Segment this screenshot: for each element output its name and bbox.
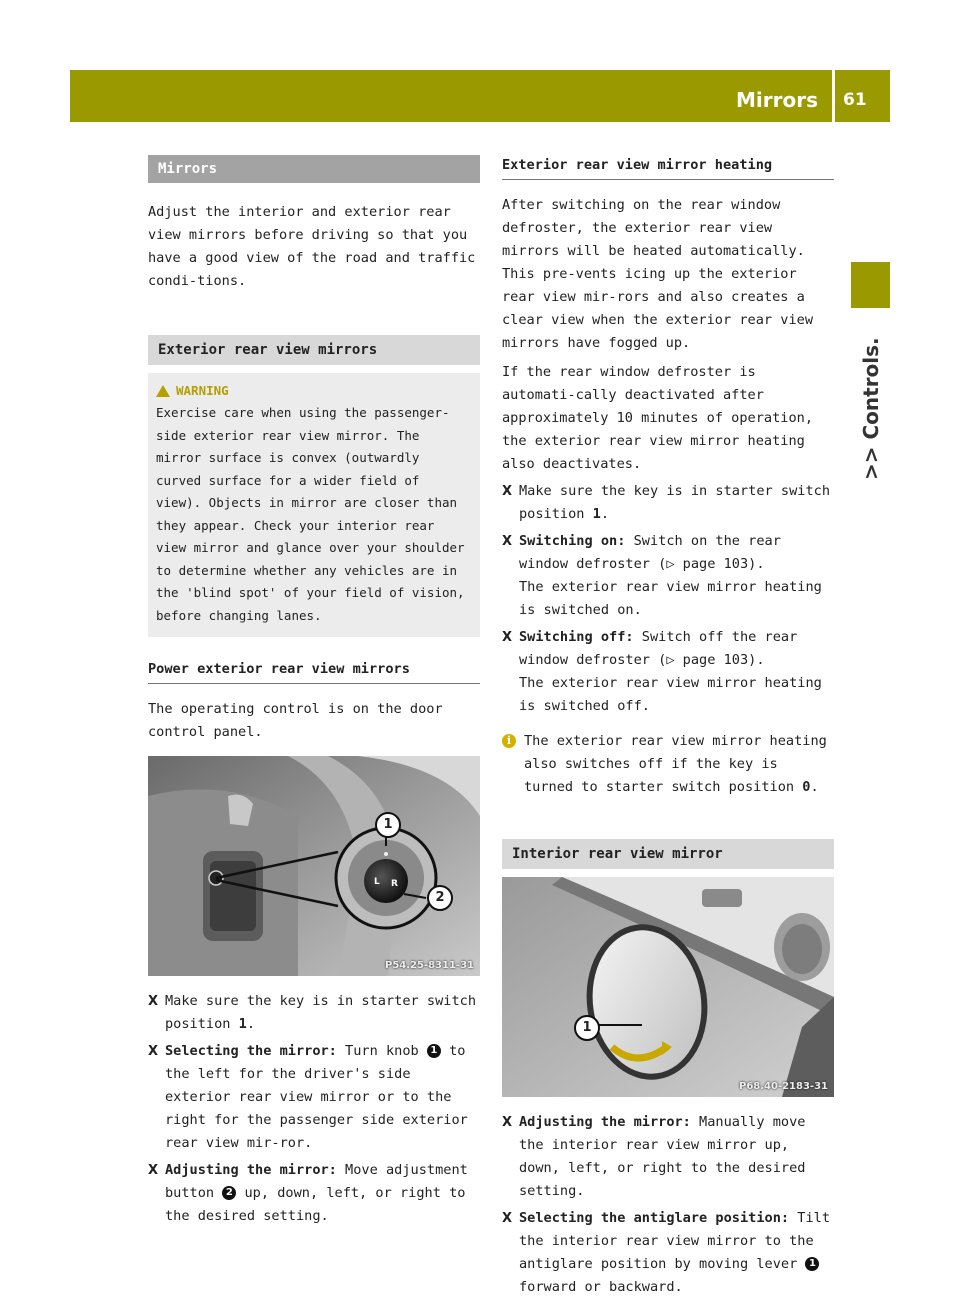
step-text: up, down, left, or right to the desired setting. [165, 1185, 466, 1224]
list-item [148, 1040, 480, 1155]
door-control-illustration [148, 756, 480, 976]
info-icon: i [502, 734, 516, 748]
door-control-photo [148, 756, 480, 976]
intro-paragraph: Adjust the interior and exterior rear view mirrors before driving so that you have a good view of the road and traffic condi-tions. [148, 204, 476, 289]
list-item [502, 626, 834, 718]
right-steps [502, 480, 834, 718]
info-end: . [810, 779, 819, 795]
step-marker: X [502, 484, 513, 499]
page-header-bar [70, 70, 890, 122]
chapter-tab [851, 262, 890, 308]
step-result: The exterior rear view mirror heating is switched on. [519, 579, 822, 618]
section-banner-mirrors: Mirrors [148, 155, 480, 183]
interior-mirror-photo [502, 877, 834, 1097]
step-text: Make sure the key is in starter switch position [165, 993, 476, 1032]
step-text: Switch on the rear window defroster (▷ page 103). [519, 533, 781, 572]
callout-2: 2 [427, 885, 453, 911]
callout-ref-1: 1 [427, 1044, 441, 1058]
step-text: Manually move the interior rear view mirror up, down, left, or right to the desired setting. [519, 1114, 806, 1199]
step-heading: Switching off: [519, 629, 634, 645]
knob-left-letter: L [374, 877, 380, 887]
step-text: Switch off the rear window defroster (▷ page 103). [519, 629, 798, 668]
image-code: P68.40-2183-31 [738, 1081, 828, 1092]
step-marker: X [502, 534, 513, 549]
left-steps [148, 990, 480, 1228]
knob-right-letter: R [391, 879, 398, 889]
list-item [502, 1111, 834, 1203]
image-code: P54.25-8311-31 [384, 960, 474, 971]
step-marker: X [502, 1115, 513, 1130]
info-text: The exterior rear view mirror heating also switches off if the key is turned to starter switch position [524, 733, 827, 795]
chapter-label: >> Controls. [859, 337, 883, 480]
step-end: . [600, 506, 610, 522]
step-heading: Selecting the antiglare position: [519, 1210, 790, 1226]
step-result: The exterior rear view mirror heating is switched off. [519, 675, 822, 714]
step-marker: X [148, 1044, 159, 1059]
power-mirrors-text: The operating control is on the door control panel. [148, 701, 443, 740]
warning-heading [156, 383, 472, 398]
step-text: Move adjustment button [165, 1162, 468, 1201]
step-marker: X [502, 1211, 513, 1226]
switch-position: 1 [238, 1016, 247, 1032]
list-item [502, 1207, 834, 1299]
step-heading: Selecting the mirror: [165, 1043, 337, 1059]
step-heading: Adjusting the mirror: [519, 1114, 691, 1130]
header-separator [832, 70, 835, 122]
section-banner-exterior: Exterior rear view mirrors [148, 335, 480, 365]
warning-box [148, 373, 480, 637]
header-title: Mirrors [736, 88, 818, 112]
heating-title: Exterior rear view mirror heating [502, 155, 834, 180]
power-mirrors-title: Power exterior rear view mirrors [148, 661, 480, 684]
step-text: Turn knob [336, 1043, 427, 1059]
step-text: forward or backward. [519, 1279, 683, 1295]
callout-1: 1 [375, 812, 401, 838]
interior-mirror-illustration [502, 877, 834, 1097]
step-end: . [246, 1016, 256, 1032]
step-text: to the left for the driver's side exterior rear view mirror or to the right for the passenger side exterior rear view mir-ror. [165, 1043, 468, 1151]
step-marker: X [148, 1163, 159, 1178]
right-column [502, 155, 834, 1299]
step-heading: Adjusting the mirror: [165, 1162, 337, 1178]
section-banner-interior: Interior rear view mirror [502, 839, 834, 869]
page-number: 61 [843, 90, 867, 110]
warning-triangle-icon [156, 385, 170, 397]
left-column [148, 155, 480, 1228]
list-item [502, 530, 834, 622]
list-item [148, 1159, 480, 1228]
step-text: Tilt the interior rear view mirror to the antiglare position by moving lever [519, 1210, 830, 1272]
right-steps-2 [502, 1111, 834, 1299]
list-item [502, 480, 834, 526]
list-item [148, 990, 480, 1036]
heating-paragraph-2: If the rear window defroster is automati-cally deactivated after approximately 10 minutes of operation, the exterior rear view mirror heating also deactivates. [502, 364, 813, 472]
warning-text: Exercise care when using the passenger-side exterior rear view mirror. The mirror surface is convex (outwardly curved surface for a wider field of view). Objects in mirror are closer than they appear. Check your interior rear view mirror and glance over your shoulder to determine whether any vehicles are in the 'blind spot' of your field of vision, before changing lanes. [156, 405, 465, 623]
switch-position: 0 [802, 779, 811, 795]
callout-ref-1: 1 [805, 1257, 819, 1271]
callout-1: 1 [574, 1015, 600, 1041]
heating-paragraph-1: After switching on the rear window defroster, the exterior rear view mirrors will be heated automatically. This pre-vents icing up the exterior rear view mir-rors and also creates a clear view when the exterior rear view mirrors have fogged up. [502, 197, 813, 351]
callout-ref-2: 2 [222, 1186, 236, 1200]
step-marker: X [502, 630, 513, 645]
switch-position: 1 [592, 506, 601, 522]
step-marker: X [148, 994, 159, 1009]
step-text: Make sure the key is in starter switch position [519, 483, 830, 522]
info-note [502, 730, 834, 799]
warning-label: WARNING [176, 383, 229, 398]
step-heading: Switching on: [519, 533, 626, 549]
